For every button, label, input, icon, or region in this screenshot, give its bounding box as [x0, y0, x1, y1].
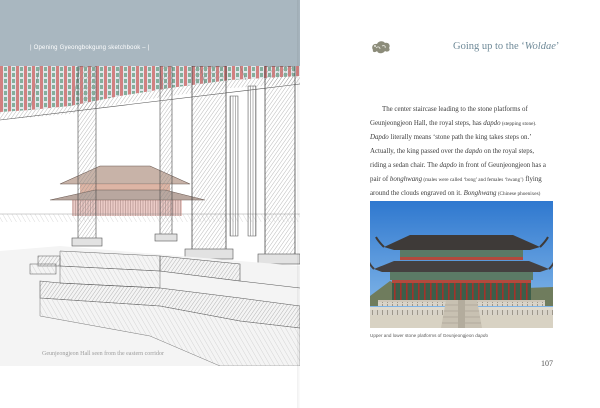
- text-line: [370, 173, 568, 187]
- header-band: [0, 0, 300, 66]
- text-run: pair of: [370, 176, 390, 183]
- right-page: [300, 0, 600, 408]
- text-run: riding a sedan chair. The: [370, 162, 440, 169]
- term-dapdo: dapdo: [483, 120, 501, 127]
- term-dapdo: dapdo: [465, 148, 483, 155]
- text-run: literally means ‘stone path the king takes steps on.’: [388, 134, 532, 141]
- text-run: flying: [523, 176, 542, 183]
- text-line: [370, 145, 568, 159]
- text-run: Actually, the king passed over the: [370, 148, 466, 155]
- series-label: | Opening Gyeongbokgung sketchbook – |: [30, 45, 150, 51]
- title-prefix: Going up to the ‘: [453, 41, 525, 52]
- section-title: [453, 41, 559, 52]
- term-dapdo: dapdo: [439, 162, 457, 169]
- gloss-note: (Chinese phoenixes): [496, 191, 541, 197]
- text-run: Geunjeongjeon Hall, the royal steps, has: [370, 120, 484, 127]
- title-suffix: ’: [555, 41, 560, 52]
- text-run: around the clouds engraved on it.: [370, 190, 464, 197]
- term-bonghwang: Bonghwang: [463, 190, 497, 197]
- body-paragraph: [370, 103, 568, 201]
- photo-caption: [370, 333, 488, 338]
- text-line: [370, 131, 568, 145]
- caption-term: dapdo: [475, 333, 488, 338]
- title-highlight: Woldae: [524, 41, 556, 52]
- pencil-sketch-illustration: [0, 66, 300, 366]
- text-line: [370, 187, 568, 201]
- term-bonghwang: bonghwang: [389, 176, 423, 183]
- text-run: in front of Geunjeongjeon has a: [456, 162, 546, 169]
- caption-text: Upper and lower stone platforms of Geunjeongjeon: [370, 333, 476, 338]
- text-line: [370, 103, 568, 117]
- ornament-cloud-icon: [370, 39, 392, 55]
- text-run: The center staircase leading to the stone platforms of: [382, 106, 528, 113]
- text-line: [370, 159, 568, 173]
- hall-photo: [370, 201, 553, 328]
- sketch-caption: Geunjeongjeon Hall seen from the eastern corridor: [42, 351, 164, 357]
- text-run: on the royal steps,: [482, 148, 535, 155]
- gloss-note: (stepping stone).: [500, 121, 537, 127]
- gloss-note: (males were called ‘bong’ and females ‘hwang’): [422, 177, 524, 183]
- term-dapdo: Dapdo: [370, 134, 389, 141]
- page-number: 107: [541, 359, 553, 368]
- text-line: [370, 117, 568, 131]
